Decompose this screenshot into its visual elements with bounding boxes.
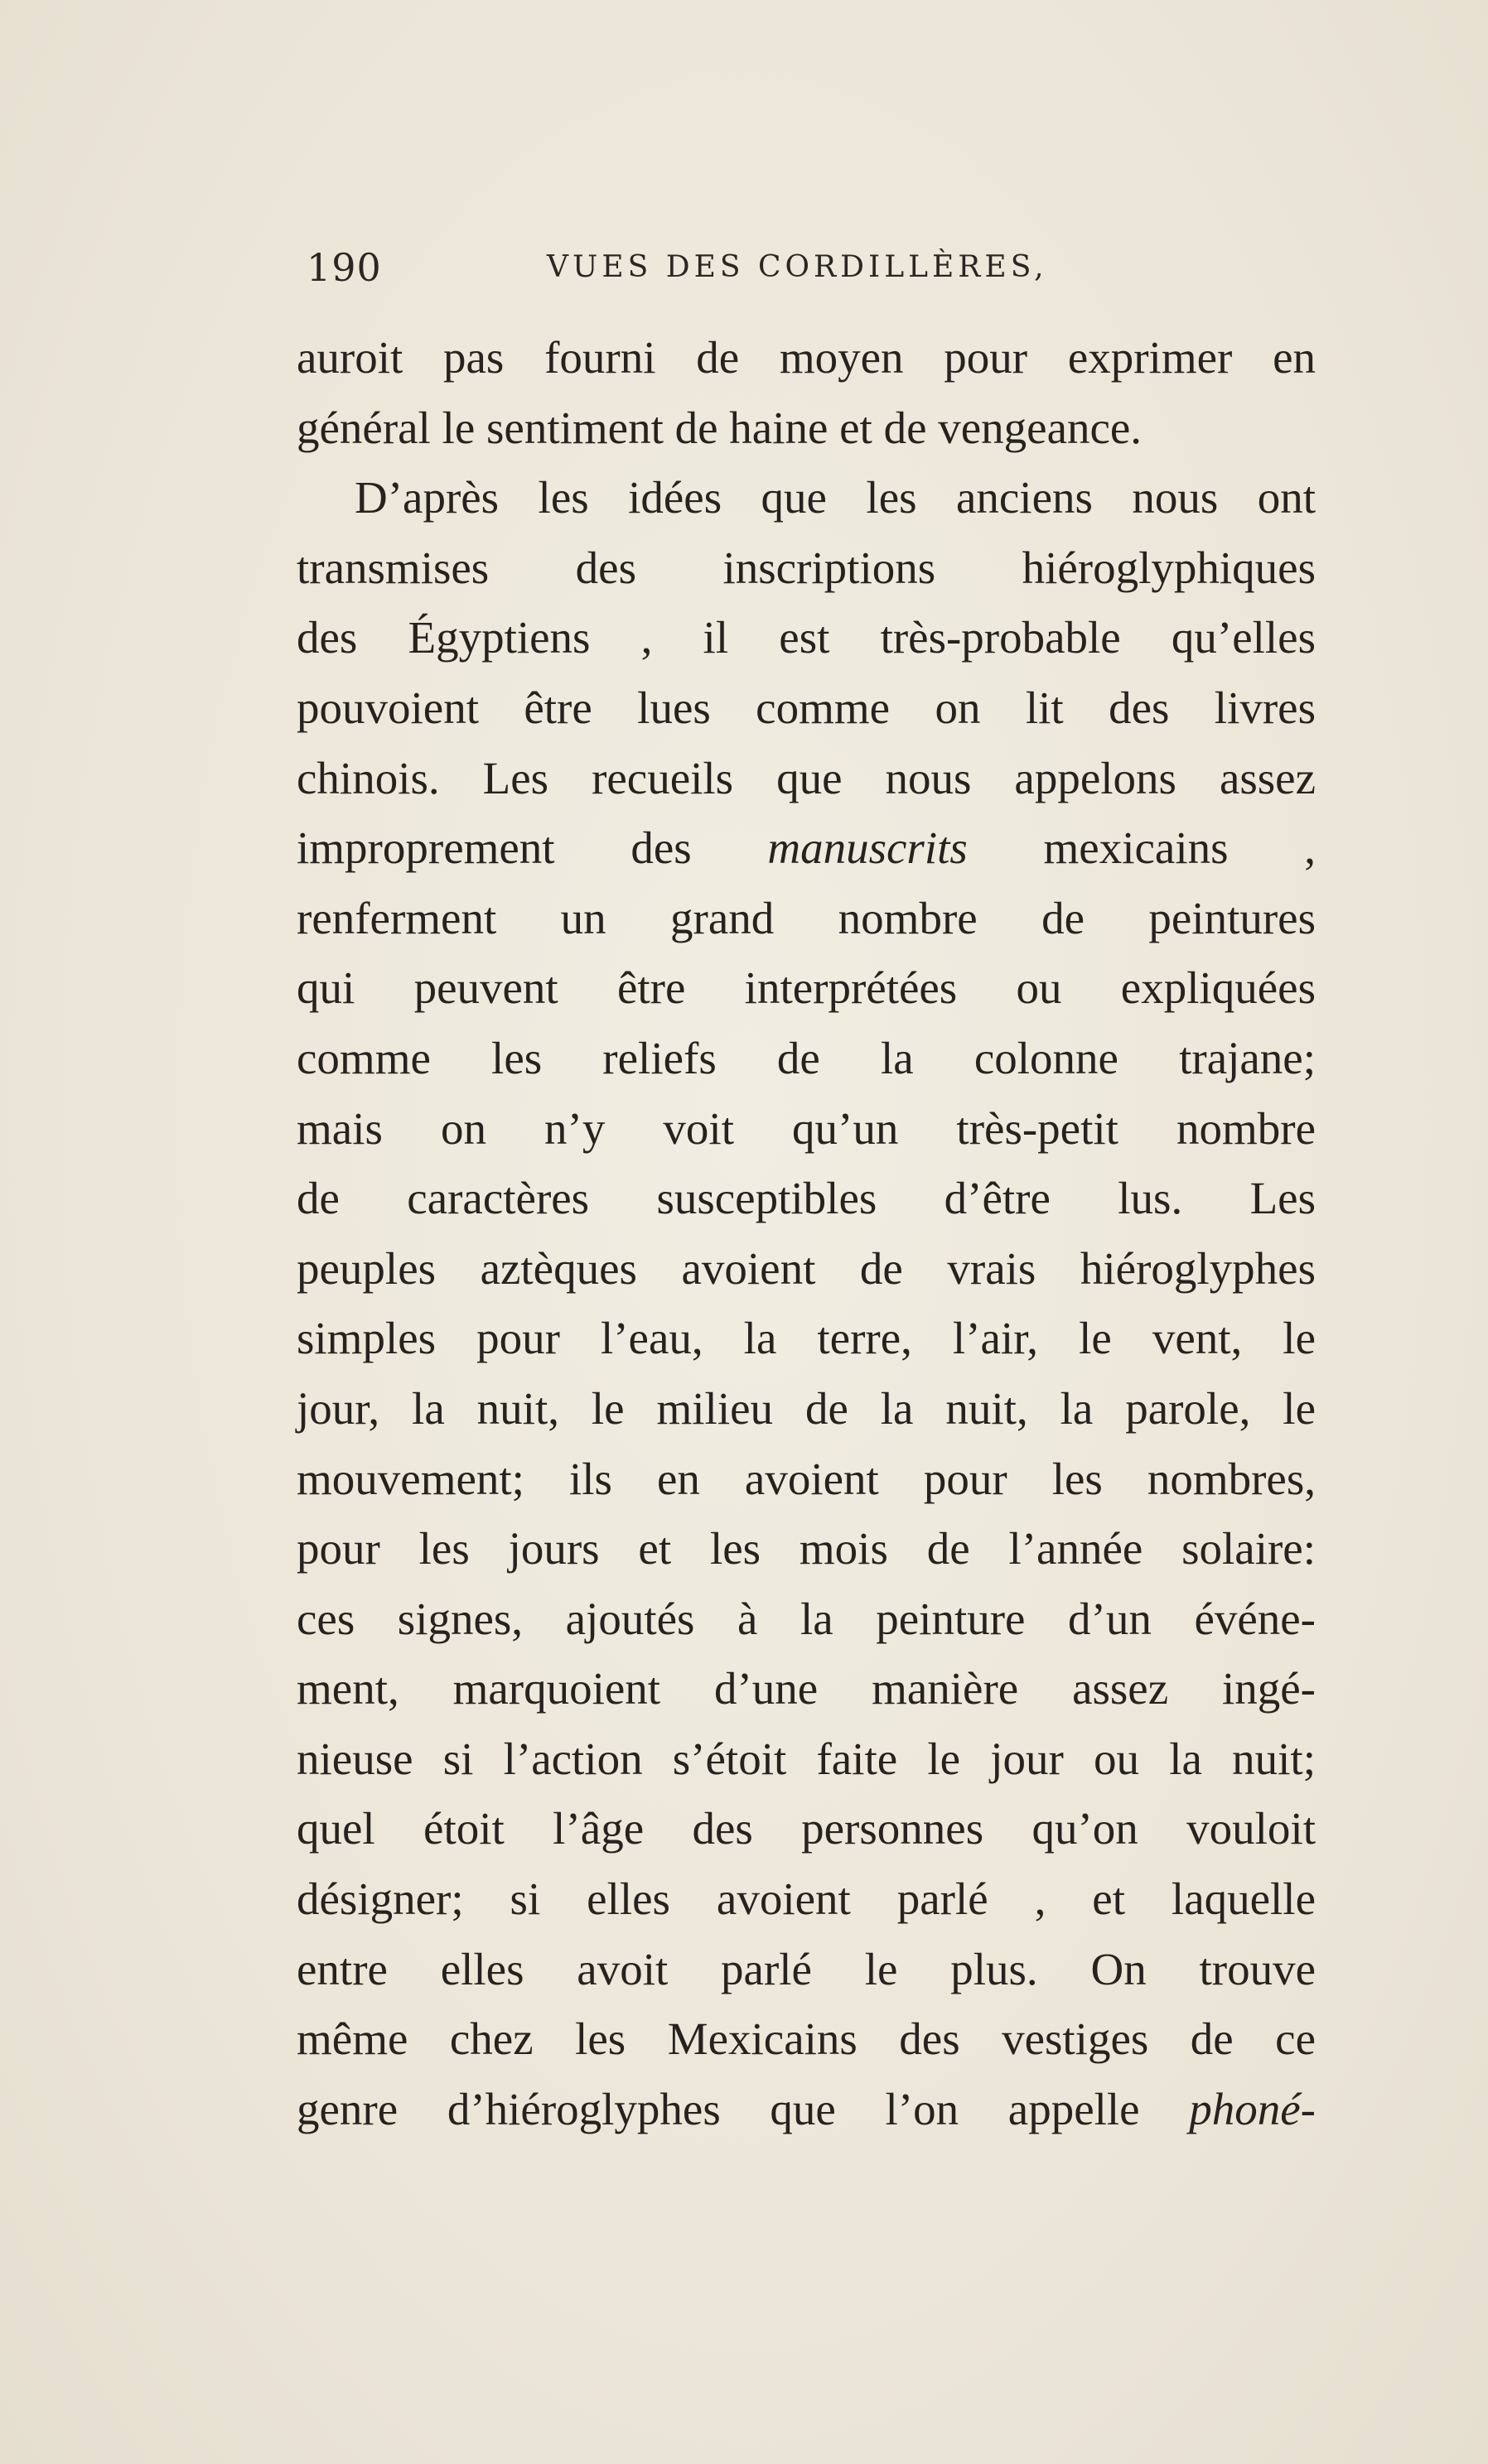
page-header — [298, 242, 1094, 292]
text-line: jour, la nuit, le milieu de la nuit, la parole, le — [297, 1382, 1316, 1434]
text-line: désigner; si elles avoient parlé , et laquelle — [297, 1873, 1316, 1925]
text-line: mais on n’y voit qu’un très-petit nombre — [297, 1102, 1316, 1154]
running-head: VUES DES CORDILLÈRES, — [547, 250, 1048, 284]
text-line: ces signes, ajoutés à la peinture d’un événe- — [297, 1593, 1316, 1644]
italic-word: phoné- — [1189, 2083, 1316, 2134]
text-line: de caractères susceptibles d’être lus. Les — [297, 1173, 1316, 1224]
text-segment: genre d’hiéroglyphes que l’on appelle — [297, 2083, 1190, 2134]
text-line: D’après les idées que les anciens nous ont — [355, 472, 1316, 523]
text-line: pour les jours et les mois de l’année solaire: — [297, 1523, 1316, 1574]
text-line: chinois. Les recueils que nous appelons assez — [297, 752, 1316, 803]
text-line: peuples aztèques avoient de vrais hiéroglyphes — [297, 1242, 1316, 1294]
text-line: ment, marquoient d’une manière assez ingé- — [297, 1663, 1316, 1714]
page-number: 190 — [307, 245, 382, 290]
text-line: même chez les Mexicains des vestiges de ce — [297, 2013, 1316, 2065]
text-line — [297, 2075, 1316, 2145]
italic-word: manuscrits — [767, 822, 968, 874]
text-line: renferment un grand nombre de peintures — [297, 892, 1316, 943]
text-line: nieuse si l’action s’étoit faite le jour ou la nuit; — [297, 1733, 1316, 1784]
text-line: pouvoient être lues comme on lit des livres — [297, 682, 1316, 733]
text-line: des Égyptiens , il est très-probable qu’elles — [297, 612, 1316, 663]
text-line: simples pour l’eau, la terre, l’air, le vent, le — [297, 1313, 1316, 1364]
text-line: comme les reliefs de la colonne trajane; — [297, 1032, 1316, 1083]
text-line: mouvement; ils en avoient pour les nombres, — [297, 1453, 1316, 1504]
text-line: quel étoit l’âge des personnes qu’on vouloit — [297, 1803, 1316, 1854]
text-line: qui peuvent être interprétées ou expliquées — [297, 962, 1316, 1014]
text-segment: improprement des — [297, 822, 768, 874]
body-text — [297, 323, 1316, 2144]
text-line — [297, 813, 1316, 884]
text-line: entre elles avoit parlé le plus. On trouve — [297, 1943, 1316, 1994]
text-line: auroit pas fourni de moyen pour exprimer en — [297, 332, 1316, 383]
text-segment: mexicains , — [967, 822, 1316, 874]
text-line: général le sentiment de haine et de vengeance. — [297, 402, 1143, 453]
text-line: transmises des inscriptions hiéroglyphiques — [297, 542, 1316, 593]
